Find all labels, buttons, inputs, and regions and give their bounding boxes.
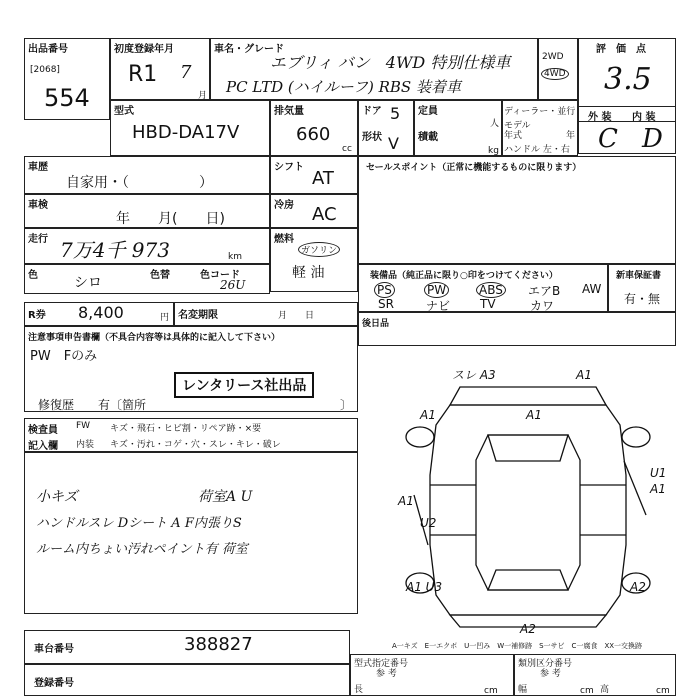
- color-value: シロ: [74, 275, 102, 291]
- color-label: 色: [28, 270, 38, 281]
- score-label: 評 価 点: [596, 44, 646, 55]
- sales-points-label: セールスポイント（正常に機能するものに限ります）: [366, 163, 582, 173]
- hand-notes-box: [24, 452, 358, 614]
- model-year-label: モデル: [504, 121, 531, 131]
- equip-leather: カワ: [530, 299, 555, 313]
- mark-right-u1: U1: [650, 466, 667, 480]
- capacity-unit: 人: [490, 119, 500, 129]
- lot-number: 554: [44, 84, 90, 112]
- disp-label: 排気量: [274, 106, 304, 117]
- interior-label: 内 装: [632, 112, 656, 123]
- inspection-label: 車検: [28, 200, 48, 211]
- capacity-label: 定員: [418, 106, 438, 117]
- name-line2: PC LTD (ハイルーフ) RBS 装着車: [226, 78, 461, 96]
- year-unit: 年: [566, 131, 576, 141]
- type-ref-label: 参 考: [376, 669, 397, 679]
- class-ref-label: 参 考: [540, 669, 561, 679]
- lot-label: 出品番号: [28, 44, 68, 55]
- mark-rr-a2: A2: [630, 580, 646, 594]
- first-reg-era: R1: [128, 62, 158, 87]
- equip-sr: SR: [378, 297, 394, 311]
- height-unit: cm: [656, 686, 670, 696]
- doors-label: ドア: [362, 106, 382, 117]
- equip-tv: TV: [480, 297, 496, 311]
- length-unit: cm: [484, 686, 498, 696]
- inspector-label1: 検査員: [28, 425, 58, 436]
- exterior-label: 外 装: [588, 112, 612, 123]
- mark-fl-a1: A1: [420, 408, 436, 422]
- fuel-value2: 軽 油: [292, 265, 325, 281]
- inspector-row1-items: キズ・飛石・ヒビ割・リペア跡・×要: [110, 424, 262, 434]
- inspector-label2: 記入欄: [28, 441, 58, 452]
- mark-right-a1: A1: [650, 482, 666, 496]
- hand-note-1: 小キズ: [36, 489, 78, 505]
- dealer-label: ディーラー・並行: [504, 107, 576, 117]
- model-value: HBD-DA17V: [132, 122, 240, 143]
- recycle-value: 8,400: [78, 303, 124, 322]
- hand-note-2: 荷室A U: [198, 489, 253, 505]
- first-reg-month-unit: 月: [198, 91, 208, 101]
- notes-text: PW Fのみ: [30, 349, 98, 364]
- windshield: [488, 435, 568, 461]
- notes-label: 注意事項申告書欄（不具合内容等は具体的に記入して下さい）: [28, 333, 281, 343]
- history-value: 自家用・（ ）: [66, 175, 213, 191]
- afterfit-box: [358, 312, 676, 346]
- model-label: 型式: [114, 106, 134, 117]
- color-change-label: 色替: [150, 270, 170, 281]
- class-label: 類別区分番号: [518, 659, 573, 669]
- name-change-label: 名変期限: [178, 310, 218, 321]
- plate-label: 登録番号: [34, 678, 74, 689]
- front-bumper: [450, 387, 606, 405]
- equip-aw: AW: [582, 282, 602, 296]
- wheel-fl: [406, 427, 434, 447]
- mark-rear-a2: A2: [520, 622, 536, 635]
- mark-rl-a1u3: A1 U3: [406, 580, 443, 594]
- inspector-row2-items: キズ・汚れ・コゲ・穴・スレ・キレ・破レ: [110, 440, 281, 450]
- lot-sub: [2068]: [30, 65, 60, 75]
- damage-stroke-right: [624, 461, 646, 515]
- mark-left-a1: A1: [398, 494, 414, 508]
- width-unit: cm: [580, 686, 594, 696]
- roof-outline: [476, 435, 580, 590]
- vehicle-diagram: [380, 365, 676, 635]
- mark-hood-a1: A1: [526, 408, 542, 422]
- fuel-label: 燃料: [274, 234, 294, 245]
- name-label: 車名・グレード: [214, 44, 284, 55]
- history-label: 車歴: [28, 162, 48, 173]
- shift-label: シフト: [274, 162, 304, 173]
- interior-grade: D: [642, 124, 663, 154]
- equip-pw: PW: [424, 282, 449, 298]
- damage-legend: A一キズ E一エクボ U一凹み W一補修跡 S一サビ C一腐食 XX一交換跡: [392, 642, 643, 650]
- mark-front-a3: スレ A3: [452, 368, 496, 382]
- load-label: 積載: [418, 132, 438, 143]
- inspector-row1-head: FW: [76, 421, 91, 431]
- hand-note-3: ハンドルスレ Dシート A F内張りS: [36, 516, 242, 531]
- ac-value: AC: [312, 204, 337, 225]
- repair-close: 〕: [340, 398, 353, 412]
- load-unit: kg: [488, 146, 499, 156]
- chassis-label: 車台番号: [34, 644, 74, 655]
- length-label: 長: [354, 685, 364, 695]
- hand-note-4: ルーム内ちょい汚れペイント有 荷室: [36, 542, 248, 557]
- handle-label: ハンドル 左・右: [504, 145, 570, 155]
- equip-ps: PS: [374, 282, 395, 298]
- type-cert-label: 型式指定番号: [354, 659, 409, 669]
- body-outline: [430, 405, 626, 615]
- exterior-grade: C: [598, 124, 618, 154]
- name-change-value: 月 日: [278, 311, 315, 321]
- chassis-value: 388827: [184, 634, 253, 655]
- doors-value: 5: [390, 104, 401, 123]
- height-label: 高: [600, 685, 610, 695]
- afterfit-label: 後日品: [362, 319, 390, 329]
- model-year-label2: 年式: [504, 131, 523, 141]
- recycle-label: R券: [28, 310, 46, 321]
- rental-stamp: レンタリース社出品: [174, 372, 314, 398]
- name-line1: エブリィ バン 4WD 特別仕様車: [270, 53, 511, 72]
- equip-abs: ABS: [476, 282, 506, 298]
- rear-window: [488, 570, 568, 590]
- equip-navi: ナビ: [426, 299, 451, 313]
- equipment-label: 装備品（純正品に限り○印をつけてください）: [370, 271, 558, 281]
- new-car-value: 有・無: [624, 292, 661, 306]
- mark-front-a1: A1: [576, 368, 592, 382]
- new-car-label: 新車保証書: [616, 271, 662, 281]
- width-label: 幅: [518, 685, 528, 695]
- fuel-value1: ガソリン: [298, 242, 340, 257]
- equip-airbag: エアB: [528, 284, 561, 298]
- mileage-label: 走行: [28, 234, 48, 245]
- first-reg-label: 初度登録年月: [114, 44, 174, 55]
- inspection-value: 年 月( 日): [116, 211, 225, 227]
- recycle-unit: 円: [160, 313, 170, 323]
- first-reg-month: 7: [180, 62, 192, 83]
- mark-left-u2: U2: [420, 516, 437, 530]
- ac-label: 冷房: [274, 200, 294, 211]
- repair-label: 修復歴 有〔箇所: [38, 398, 147, 412]
- wheel-fr: [622, 427, 650, 447]
- disp-value: 660: [296, 124, 331, 145]
- mileage-unit: km: [228, 252, 242, 262]
- color-code-value: 26U: [220, 278, 246, 292]
- color-code-label: 色コード: [200, 270, 240, 281]
- shift-value: AT: [312, 168, 334, 189]
- drive-2wd: 2WD: [542, 52, 564, 62]
- shape-label: 形状: [362, 132, 382, 143]
- shape-value: V: [388, 134, 399, 153]
- score-value: 3.5: [604, 62, 652, 97]
- disp-unit: cc: [342, 144, 352, 154]
- inspector-row2-head: 内装: [76, 440, 95, 450]
- drive-4wd: 4WD: [541, 68, 569, 80]
- mileage-value: 7万4千 973: [60, 238, 170, 262]
